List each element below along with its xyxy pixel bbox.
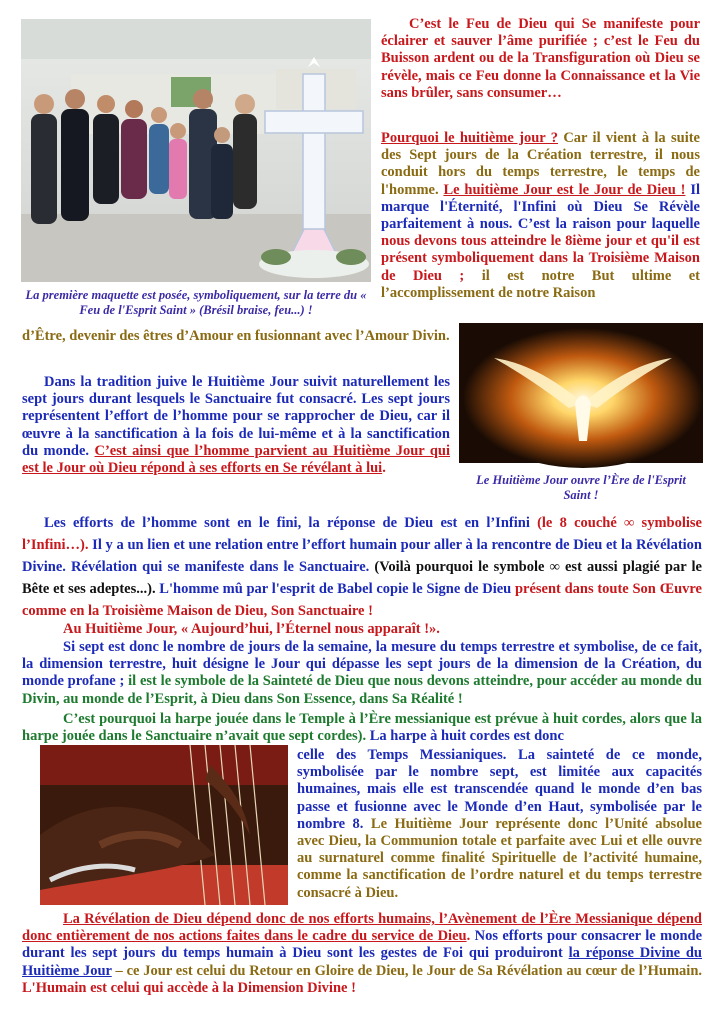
final-paragraph xyxy=(22,911,702,997)
final-retour-gloire: – ce Jour est celui du Retour en Gloire de Dieu, le Jour de Sa Révélation au cœur de l’Humain. xyxy=(111,962,703,979)
efforts-paragraph xyxy=(22,512,702,622)
final-reponse-divine: la réponse Divine du Huitième Jour xyxy=(22,945,702,979)
tradition-dot: . xyxy=(382,460,386,477)
efforts-plagie: (Voilà pourquoi le symbole ∞ est aussi plagié par le Bête et ses adeptes...). xyxy=(22,559,702,597)
sept-saintete: il est le symbole de la Sainteté de Dieu que nous devons atteindre, pour accéder au monde du Divin, au monde de l’Esprit, à Dieu dans Son Essence, dans Sa Réalité ! xyxy=(22,673,702,707)
intro-text: C’est le Feu de Dieu qui Se manifeste pour éclairer et sauver l’âme purifiée ; c’est le Feu du Buisson ardent ou de la Transfiguration où Dieu se révèle, mais ce Feu donne la Connaissance et la Vie sans brûler, sans consumer… xyxy=(381,16,700,101)
photo-cross-model xyxy=(21,19,371,282)
efforts-text-2: Il y a un lien et une relation entre l’effort humain pour aller à la rencontre de Dieu et la Révélation Divine. Révélation qui se manifeste dans le Sanctuaire. xyxy=(22,537,702,575)
photo-cross-caption: La première maquette est posée, symboliquement, sur la terre du « Feu de l'Esprit Saint » (Brésil braise, feu...) ! xyxy=(25,288,367,317)
final-efforts: Nos efforts pour consacrer le monde durant les sept jours du temps humain à Dieu sont les gestes de Foi qui produiront xyxy=(22,928,703,962)
harpe-temps-messianiques: celle des Temps Messianiques. La sainteté de ce monde, symbolisée par le nombre sept, est limitée aux capacités humaines, mais elle est transcendée quand le monde d’en bas passe et fusionne avec le Monde d’en Haut, symbolisée par le nombre 8. xyxy=(297,747,702,832)
sept-paragraph xyxy=(22,639,702,708)
harpe-text-2: La harpe à huit cordes est donc xyxy=(366,728,564,745)
tradition-paragraph xyxy=(22,374,450,477)
harpe-continuation xyxy=(297,747,702,902)
cross-photo-illustration xyxy=(21,19,371,282)
continuation-text: d’Être, devenir des êtres d’Amour en fusionnant avec l’Amour Divin. xyxy=(22,328,450,344)
efforts-babel: L'homme mû par l'esprit de Babel copie le Signe de Dieu xyxy=(155,581,512,597)
harp-hands-illustration xyxy=(40,745,288,905)
efforts-text-1: Les efforts de l’homme sont en le fini, la réponse de Dieu est en l’Infini xyxy=(44,515,530,531)
photo-dove-caption-text: Le Huitième Jour ouvre l’Ère de l'Esprit Saint ! xyxy=(476,473,686,502)
efforts-sanctuaire: présent dans toute Son Œuvre comme en la Troisième Maison de Dieu, Son Sanctuaire ! xyxy=(22,581,702,619)
question-text: Pourquoi le huitième jour ? xyxy=(381,130,559,146)
harpe-text-1: C’est pourquoi la harpe jouée dans le Temple à l’Ère messianique est prévue à huit cordes, alors que la harpe jouée dans le Sanctuaire n’avait que sept cordes). xyxy=(22,711,702,745)
photo-harp-hands xyxy=(40,745,288,905)
intro-paragraph xyxy=(381,16,700,102)
sept-text: Si sept est donc le nombre de jours de la semaine, la mesure du temps terrestre et symbolise, de ce fait, la dimension terrestre, huit désigne le Jour qui dépasse les sept jours de la dimension de la Création, du monde profane ; xyxy=(22,639,702,690)
final-humain: L'Humain est celui qui accède à la Dimension Divine ! xyxy=(22,979,356,996)
answer-text-2: Il marque l'Éternité, l'Infini où Dieu Se Révèle parfaitement à nous. C’est la raison pour laquelle xyxy=(381,181,701,233)
huitieme-jour-paragraph xyxy=(381,130,700,302)
photo-dove-fire xyxy=(459,323,703,463)
tradition-highlight: C’est ainsi que l’homme parvient au Huitième Jour qui est le Jour où Dieu répond à ses efforts en Se révélant à lui xyxy=(22,442,451,477)
atteindre-text: nous devons tous atteindre le 8ième jour et qu'il est présent symboliquement dans la Troisième Maison de Dieu ; xyxy=(381,233,700,284)
answer-text-1: Car il vient à la suite des Sept jours de la Création terrestre, il nous conduit hors du temps terrestre, le temps de l'homme. xyxy=(381,130,700,198)
but-ultime-text: il est notre But ultime et l’accomplissement de notre Raison xyxy=(381,267,700,301)
photo-dove-caption xyxy=(462,473,700,502)
jour-de-dieu-text: Le huitième Jour est le Jour de Dieu ! xyxy=(443,181,686,198)
efforts-infini: (le 8 couché ∞ symbolise l’Infini…). xyxy=(22,515,702,553)
aujourdhui-line: Au Huitième Jour, « Aujourd’hui, l’Éternel nous apparaît !». xyxy=(63,621,440,637)
tradition-text: Dans la tradition juive le Huitième Jour suivit naturellement les sept jours durant lesquels le Sanctuaire fut consacré. Les sept jours représentent l’effort de l’homme pour se rapprocher de Dieu, car il œuvre à la sanctification à la fois de lui-même et à la sanctification du monde. xyxy=(22,374,450,459)
harpe-unite: Le Huitième Jour représente donc l’Unité absolue avec Dieu, la Communion totale et parfaite avec Lui et elle ouvre au surnaturel comme finalité Spirituelle de l’activité humaine, comme la sanctification de l’ordre naturel et du temps terrestre consacré à Dieu. xyxy=(297,815,702,901)
dove-fire-illustration xyxy=(459,323,703,463)
harpe-paragraph xyxy=(22,711,702,745)
final-revelation: La Révélation de Dieu dépend donc de nos efforts humains, l’Avènement de l’Ère Messianique dépend donc entièrement de nos actions faites dans le cadre du service de Dieu xyxy=(22,911,702,945)
final-dot: . xyxy=(466,928,471,945)
